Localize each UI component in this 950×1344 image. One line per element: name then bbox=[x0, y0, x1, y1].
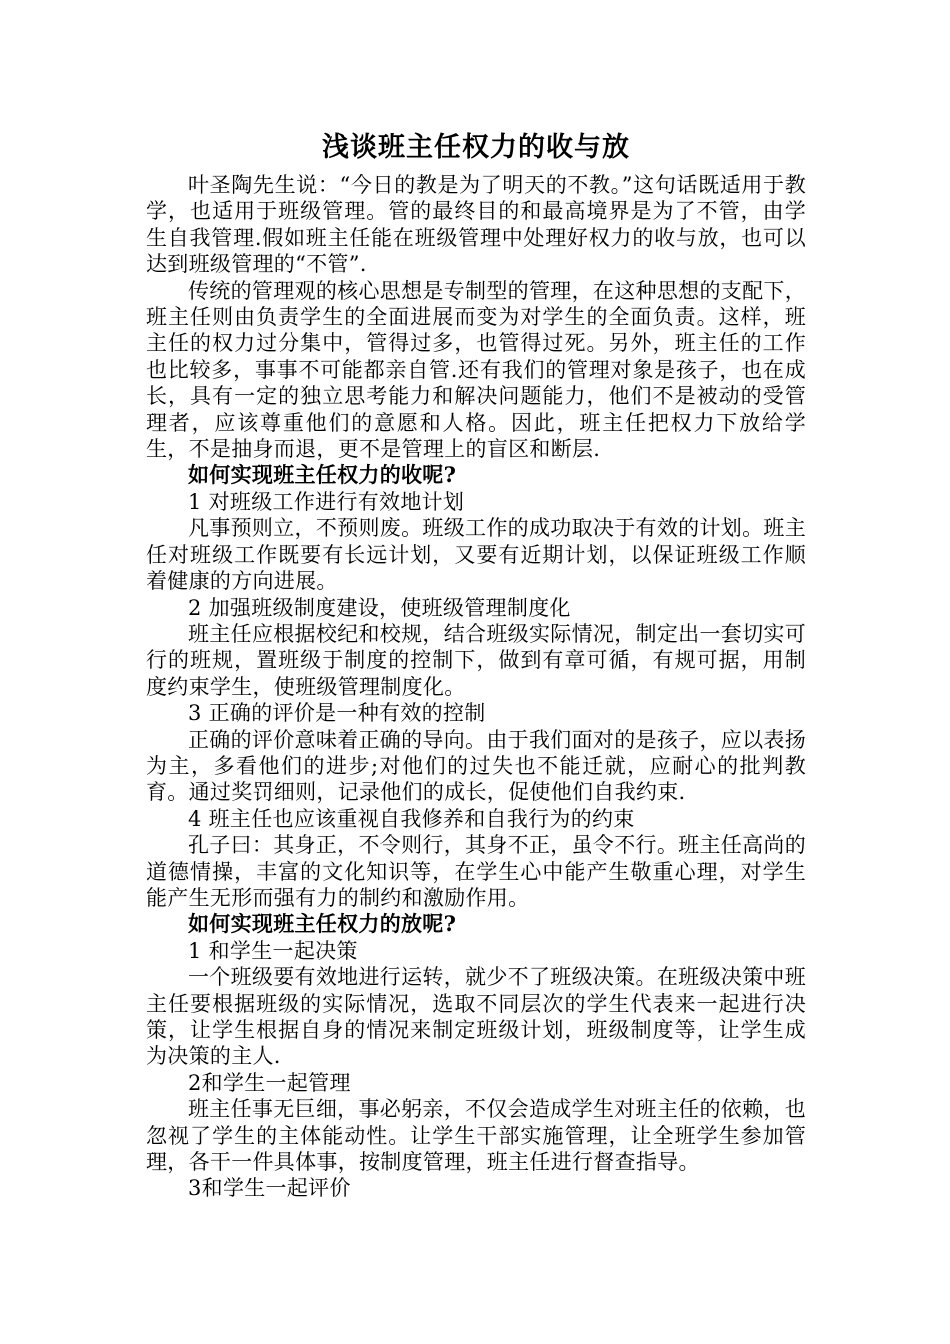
subheading-2: 2 加强班级制度建设，使班级管理制度化 bbox=[188, 595, 571, 620]
body-paragraph: 班主任事无巨细，事必躬亲，不仅会造成学生对班主任的依赖，也忽视了学生的主体能动性。让学生干部实施管理，让全班学生参加管理，各干一件具体事，按制度管理，班主任进行督查指导。 bbox=[146, 1097, 806, 1175]
body-paragraph: 班主任应根据校纪和校规，结合班级实际情况，制定出一套切实可行的班规，置班级于制度的控制下，做到有章可循，有规可据，用制度约束学生，使班级管理制度化。 bbox=[146, 621, 806, 699]
section-heading-release: 如何实现班主任权力的放呢? bbox=[188, 911, 457, 937]
subheading-2: 2和学生一起管理 bbox=[188, 1070, 351, 1095]
body-paragraph: 凡事预则立，不预则废。班级工作的成功取决于有效的计划。班主任对班级工作既要有长远计划，又要有近期计划，以保证班级工作顺着健康的方向进展。 bbox=[146, 516, 806, 594]
body-paragraph: 一个班级要有效地进行运转，就少不了班级决策。在班级决策中班主任要根据班级的实际情况，选取不同层次的学生代表来一起进行决策，让学生根据自身的情况来制定班级计划，班级制度等，让学生成为决策的主人. bbox=[146, 965, 806, 1069]
body-paragraph: 正确的评价意味着正确的导向。由于我们面对的是孩子，应以表扬为主，多看他们的进步;对他们的过失也不能迁就，应耐心的批判教育。通过奖罚细则，记录他们的成长，促使他们自我约束. bbox=[146, 727, 806, 805]
body-paragraph: 传统的管理观的核心思想是专制型的管理，在这种思想的支配下，班主任则由负责学生的全面进展而变为对学生的全面负责。这样，班主任的权力过分集中，管得过多，也管得过死。另外，班主任的工作也比较多，事事不可能都亲自管.还有我们的管理对象是孩子，也在成长，具有一定的独立思考能力和解决问题能力，他们不是被动的受管理者，应该尊重他们的意愿和人格。因此，班主任把权力下放给学生，不是抽身而退，更不是管理上的盲区和断层. bbox=[146, 278, 806, 462]
subheading-4: 4 班主任也应该重视自我修养和自我行为的约束 bbox=[188, 806, 635, 831]
document-title: 浅谈班主任权力的收与放 bbox=[322, 132, 630, 163]
section-heading-collect: 如何实现班主任权力的收呢? bbox=[188, 462, 457, 488]
intro-paragraph: 叶圣陶先生说：“今日的教是为了明天的不教。”这句话既适用于教学，也适用于班级管理。管的最终目的和最高境界是为了不管，由学生自我管理.假如班主任能在班级管理中处理好权力的收与放，也可以达到班级管理的“不管”. bbox=[146, 173, 806, 277]
subheading-1: 1 和学生一起决策 bbox=[188, 938, 358, 963]
document-page bbox=[146, 128, 806, 1202]
subheading-3: 3和学生一起评价 bbox=[188, 1176, 351, 1201]
subheading-1: 1 对班级工作进行有效地计划 bbox=[188, 489, 465, 514]
body-paragraph: 孔子曰：其身正，不令则行，其身不正，虽令不行。班主任高尚的道德情操，丰富的文化知识等，在学生心中能产生敬重心理，对学生能产生无形而强有力的制约和激励作用。 bbox=[146, 833, 806, 910]
subheading-3: 3 正确的评价是一种有效的控制 bbox=[188, 701, 486, 726]
